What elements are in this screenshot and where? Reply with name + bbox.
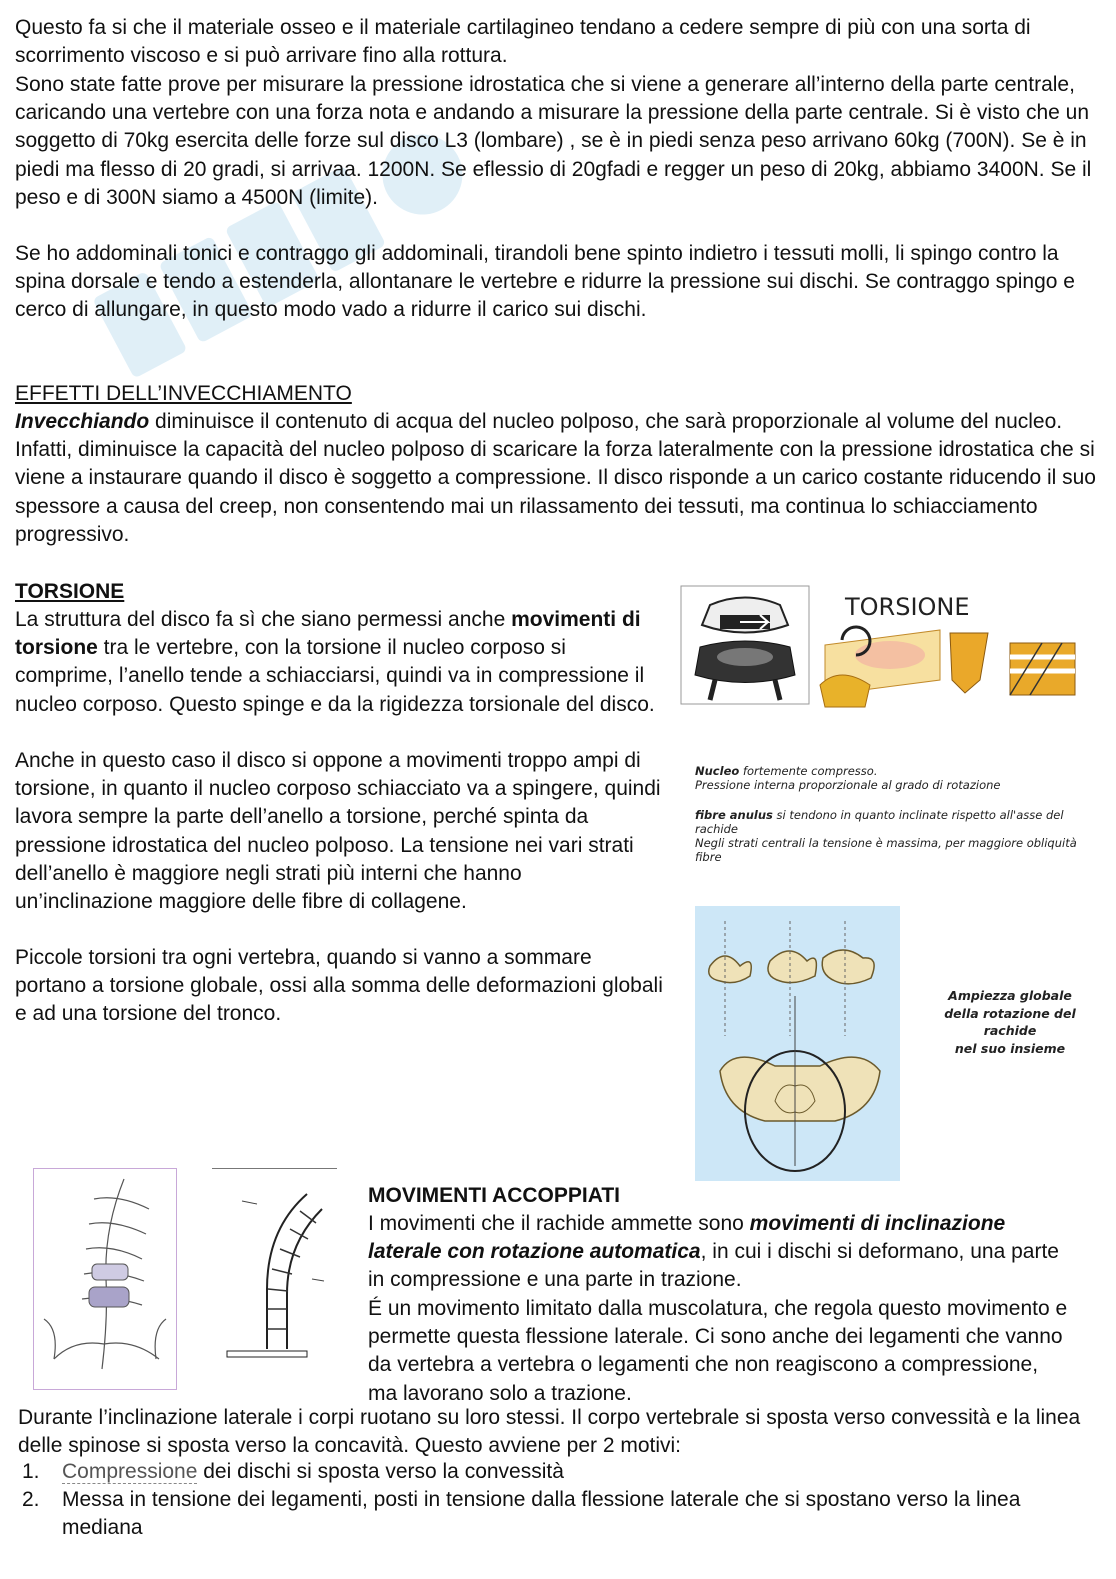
torsione-paragraph-2: Anche in questo caso il disco si oppone a movimenti troppo ampi di torsione, in quanto il nucleo corposo schiacciato va a spingere, quindi lavora sempre la parte dell’anello a torsione, perché spinta da pressione idrostatica del nucleo polposo. La tensione nei vari strati dell’anello è maggiore negli strati più interni che hanno un’inclinazione maggiore delle fibre di collagene.	[15, 749, 661, 914]
torsione-notes	[695, 764, 1085, 864]
torsione-p1-end: tra le vertebre, con la torsione il nucleo corposo si comprime, l’anello tende a schiacciarsi, quindi va in compressione il nucleo corposo. Questo spinge e da la rigidezza torsionale del disco.	[15, 636, 655, 716]
list-item-text: dei dischi si sposta verso la convessità	[197, 1460, 564, 1483]
section-heading-invecchiamento: EFFETTI DELL’INVECCHIAMENTO	[15, 382, 352, 405]
flexion-model-icon	[212, 1169, 337, 1384]
note-fibre-bold: fibre anulus	[695, 808, 773, 822]
figure-flessione-model	[212, 1168, 337, 1384]
intro-paragraph-3: Se ho addominali tonici e contraggo gli addominali, tirandoli bene spinto indietro i tessuti molli, li spingo contro la spina dorsale e tendo a estenderla, allontanare le vertebre e ridurre la pressione sui dischi. Se contraggo spingo e cerco di allungare, in questo modo vado a ridurre il carico sui dischi.	[15, 242, 1075, 322]
accoppiati-p1-end: , in cui i dischi si deformano, una parte in compressione e una parte in trazione.	[368, 1240, 1059, 1292]
intro-paragraph-2: Sono state fatte prove per misurare la pressione idrostatica che si viene a generare all’interno della parte centrale, caricando una vertebre con una forza nota e andando a misurare la pressione della parte centrale. Si è visto che un soggetto di 70kg esercita delle forze sul disco L3 (lombare) , se è in piedi senza peso arrivano 60kg (700N). Se è in piedi ma flesso di 20 gradi, si arrivaa. 1200N. Se eflessio di 20gfadi e regger un peso di 20kg, abbiamo 3400N. Se il peso e di 300N siamo a 4500N (limite).	[15, 73, 1092, 209]
note-nucleo: fortemente compresso.	[739, 764, 878, 778]
section-heading-accoppiati: MOVIMENTI ACCOPPIATI	[368, 1184, 620, 1207]
note-strati: Negli strati centrali la tensione è massima, per maggiore obliquità fibre	[695, 836, 1077, 864]
invecchiamento-paragraph	[15, 408, 1100, 549]
torsione-p1-start: La struttura del disco fa sì che siano permessi anche	[15, 608, 512, 631]
caption-line-4: nel suo insieme	[954, 1040, 1066, 1056]
spine-lateral-bending-icon	[34, 1169, 176, 1389]
caption-line-1: Ampiezza globale	[948, 988, 1072, 1003]
torsione-paragraph-1	[15, 606, 665, 719]
accoppiati-p1-bold: movimenti di inclinazione laterale con rotazione automatica	[368, 1212, 1006, 1264]
accoppiati-paragraph-1	[368, 1210, 1068, 1295]
figure-torsione	[680, 585, 1085, 720]
invecchiamento-lead: Invecchiando	[15, 410, 150, 433]
note-pressione: Pressione interna proporzionale al grado di rotazione	[695, 778, 1001, 792]
section-heading-torsione: TORSIONE	[15, 580, 125, 603]
accoppiati-p1-start: I movimenti che il rachide ammette sono	[368, 1212, 750, 1235]
list-item	[18, 1458, 1098, 1486]
list-item-text: Messa in tensione dei legamenti, posti in tensione dalla flessione laterale che si spostano verso la linea mediana	[62, 1488, 1021, 1539]
list-item	[18, 1486, 1098, 1542]
torsione-figure-title: TORSIONE	[845, 593, 970, 621]
figure-rotazione-rachide	[695, 906, 900, 1181]
numbered-list	[18, 1458, 1098, 1542]
list-item-lead: Compressione	[62, 1460, 198, 1483]
accoppiati-paragraph-3: Durante l’inclinazione laterale i corpi ruotano su loro stessi. Il corpo vertebrale si sposta verso convessità e la linea delle spinose si sposta verso la concavità. Questo avviene per 2 motivi:	[18, 1406, 1081, 1458]
vertebrae-rotation-icon	[695, 906, 900, 1181]
torsione-paragraph-3: Piccole torsioni tra ogni vertebra, quando si vanno a sommare portano a torsione globale, ossi alla somma delle deformazioni globali e ad una torsione del tronco.	[15, 946, 663, 1026]
note-nucleo-bold: Nucleo	[695, 764, 740, 778]
note-fibre: si tendono in quanto inclinate rispetto all'asse del rachide	[695, 808, 1064, 836]
intro-paragraph-1: Questo fa si che il materiale osseo e il materiale cartilagineo tendano a cedere sempre di più con una sorta di scorrimento viscoso e si può arrivare fino alla rottura.	[15, 16, 1031, 68]
caption-line-3: rachide	[983, 1023, 1037, 1038]
figure-spine-lateral	[33, 1168, 177, 1390]
list-number: 2.	[22, 1488, 40, 1511]
invecchiamento-body: diminuisce il contenuto di acqua del nucleo polposo, che sarà proporzionale al volume del nucleo. Infatti, diminuisce la capacità del nucleo polposo di scaricare la forza lateralmente con la pressione idrostatica che si viene a instaurare quando il disco è soggetto a compressione. Il disco risponde a un carico costante riducendo il suo spessore a causa del creep, non consentendo mai un rilassamento dei tessuti, ma continua lo schiacciamento progressivo.	[15, 410, 1096, 546]
list-number: 1.	[22, 1460, 40, 1483]
rotazione-caption	[935, 987, 1085, 1057]
caption-line-2: della rotazione del	[944, 1005, 1076, 1021]
accoppiati-paragraph-2: É un movimento limitato dalla muscolatura, che regola questo movimento e permette questa flessione laterale. Ci sono anche dei legamenti che vanno da vertebra a vertebra o legamenti che non reagiscono a compressione, ma lavorano solo a trazione.	[368, 1297, 1068, 1405]
torsione-p1-bold: movimenti di torsione	[15, 608, 641, 660]
